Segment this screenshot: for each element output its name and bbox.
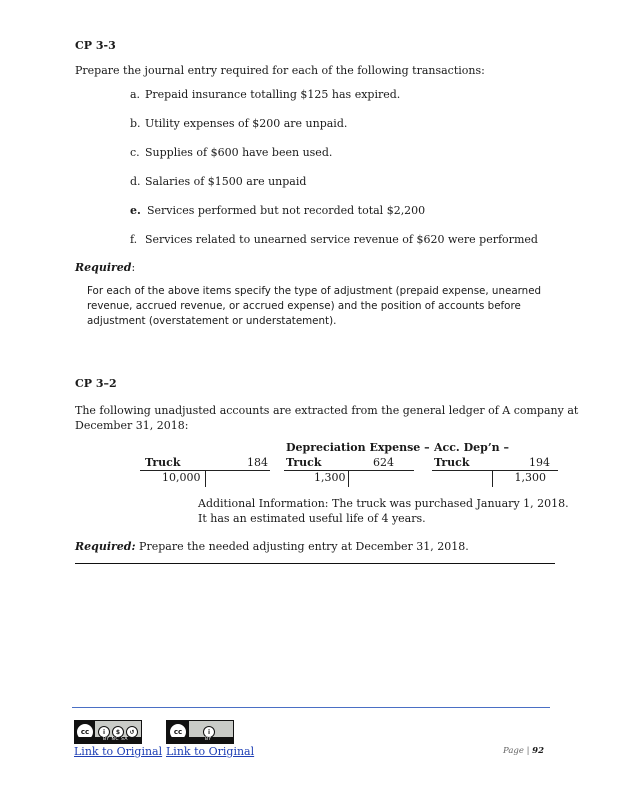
sharealike-icon: ↺ [126,726,138,738]
page-number: Page | 92 [503,746,544,756]
cc-by-nc-sa-badge[interactable]: cc i $ ↺ BY NC SA [74,720,142,744]
attribution-icon: i [203,726,215,738]
t-account-divider [205,470,206,487]
link-to-original-1[interactable]: Link to Original [74,745,163,758]
cp33-intro: Prepare the journal entry required for each of the following transactions: [75,64,485,77]
cc-by-badge[interactable]: cc i BY [166,720,234,744]
t-account-divider [348,470,349,487]
t-account-truck: Truck 184 10,000 [140,440,270,490]
t-account-divider [492,470,493,487]
section-divider [75,563,555,564]
cc-logo-icon: cc [167,721,189,743]
t-account-depreciation-expense: Depreciation Expense – Truck 624 1,300 [284,440,414,490]
cp33-required-body: For each of the above items specify the type of adjustment (prepaid expense, unearned revenue, accrued revenue, or accrued expense) and the position of accounts before adjustment (overstatement or understatement). [87,285,542,327]
cp32-required: Required: Prepare the needed adjusting entry at December 31, 2018. [75,540,469,553]
additional-information: Additional Information: The truck was purchased January 1, 2018. It has an estimated useful life of 4 years. [198,497,569,525]
t-account-rule [284,470,414,471]
cp33-required: Required: [75,261,136,274]
link-to-original-2[interactable]: Link to Original [166,745,255,758]
cp32-heading: CP 3–2 [75,377,117,390]
footer-rule [72,707,550,708]
cc-logo-icon: cc [75,721,95,743]
cp33-heading: CP 3-3 [75,39,116,52]
t-account-accumulated-depreciation: Acc. Dep’n – Truck 194 1,300 [432,440,558,490]
cp32-intro: The following unadjusted accounts are extracted from the general ledger of A company at December 31, 2018: [75,404,579,432]
noncommercial-icon: $ [112,726,124,738]
attribution-icon: i [98,726,110,738]
